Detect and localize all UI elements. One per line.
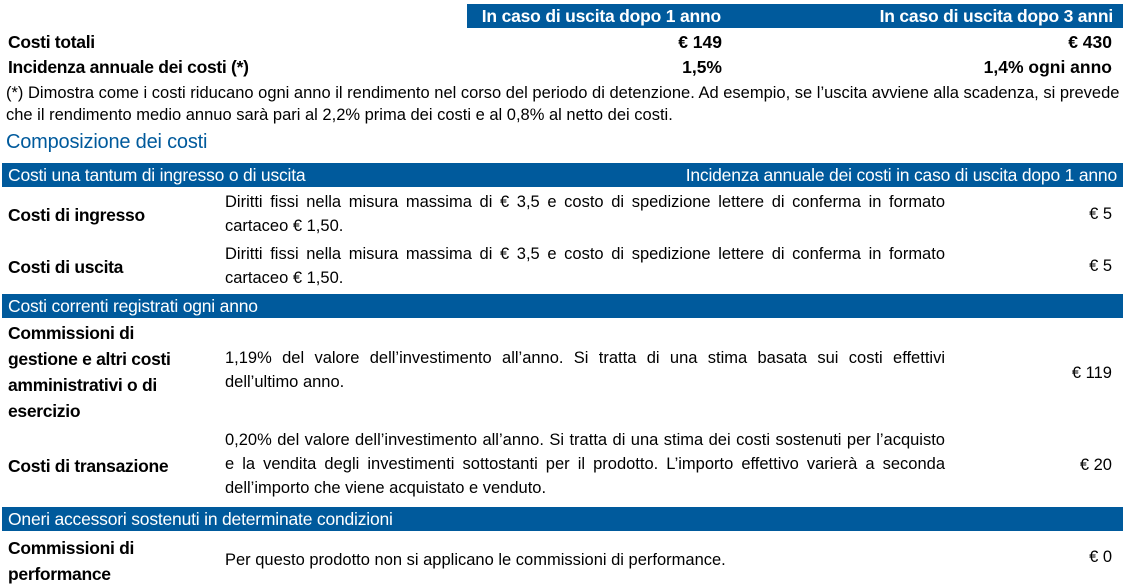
summary-incidence-3y: 1,4% ogni anno [983, 57, 1112, 77]
summary-incidence-1y: 1,5% [682, 57, 722, 77]
row-label-transaction: Costi di transazione [8, 456, 169, 476]
section-header-one-off [2, 163, 1123, 187]
row-amount-exit: € 5 [1089, 257, 1112, 275]
footnote: (*) Dimostra come i costi riducano ogni anno il rendimento nel corso del periodo di detenzione. Ad esempio, se l’uscita avviene alla scadenza, si prevede che il rendimento medio annuo sarà pari al 2,2% prima dei costi e al 0,8% al netto dei costi. [6, 84, 1120, 124]
row-desc-exit: Diritti fissi nella misura massima di € 3,5 e costo di spedizione lettere di conferma in formato cartaceo € 1,50. [225, 245, 945, 287]
summary-total-3y: € 430 [1068, 32, 1112, 52]
row-desc-management: 1,19% del valore dell’investimento all’anno. Si tratta di una stima basata sui costi effettivi dell’ultimo anno. [225, 349, 945, 391]
row-amount-entry: € 5 [1089, 205, 1112, 223]
section-header-recurring [2, 294, 1123, 318]
section-header-incidental [2, 507, 1123, 531]
summary-label-incidence: Incidenza annuale dei costi (*) [8, 57, 249, 77]
section-header-one-off-label: Costi una tantum di ingresso o di uscita [8, 165, 306, 185]
row-label-management: Commissioni di gestione e altri costi amministrativi o di esercizio [8, 323, 171, 421]
row-desc-performance: Per questo prodotto non si applicano le commissioni di performance. [225, 551, 726, 569]
row-amount-management: € 119 [1071, 364, 1112, 382]
section-header-one-off-right: Incidenza annuale dei costi in caso di uscita dopo 1 anno [685, 165, 1117, 185]
row-desc-transaction: 0,20% del valore dell’investimento all’anno. Si tratta di una stima dei costi sostenuti per l’acquisto e la vendita degli investimenti sottostanti per il prodotto. L’importo effettivo varierà a seconda dell’importo che viene acquistato e venduto. [225, 431, 945, 497]
row-amount-performance: € 0 [1089, 548, 1112, 566]
summary-total-1y: € 149 [678, 32, 722, 52]
section-header-incidental-label: Oneri accessori sostenuti in determinate condizioni [8, 509, 393, 529]
row-label-exit: Costi di uscita [8, 257, 124, 277]
section-header-recurring-label: Costi correnti registrati ogni anno [8, 296, 258, 316]
row-label-entry: Costi di ingresso [8, 205, 145, 225]
composition-title: Composizione dei costi [6, 131, 208, 153]
summary-col2-header: In caso di uscita dopo 3 anni [879, 6, 1113, 26]
row-amount-transaction: € 20 [1079, 456, 1112, 474]
summary-header-bar [467, 4, 1123, 28]
row-desc-entry: Diritti fissi nella misura massima di € 3,5 e costo di spedizione lettere di conferma in formato cartaceo € 1,50. [225, 193, 945, 235]
summary-label-total: Costi totali [8, 32, 95, 52]
summary-col1-header: In caso di uscita dopo 1 anno [481, 6, 721, 26]
row-label-performance: Commissioni di performance [8, 538, 135, 584]
